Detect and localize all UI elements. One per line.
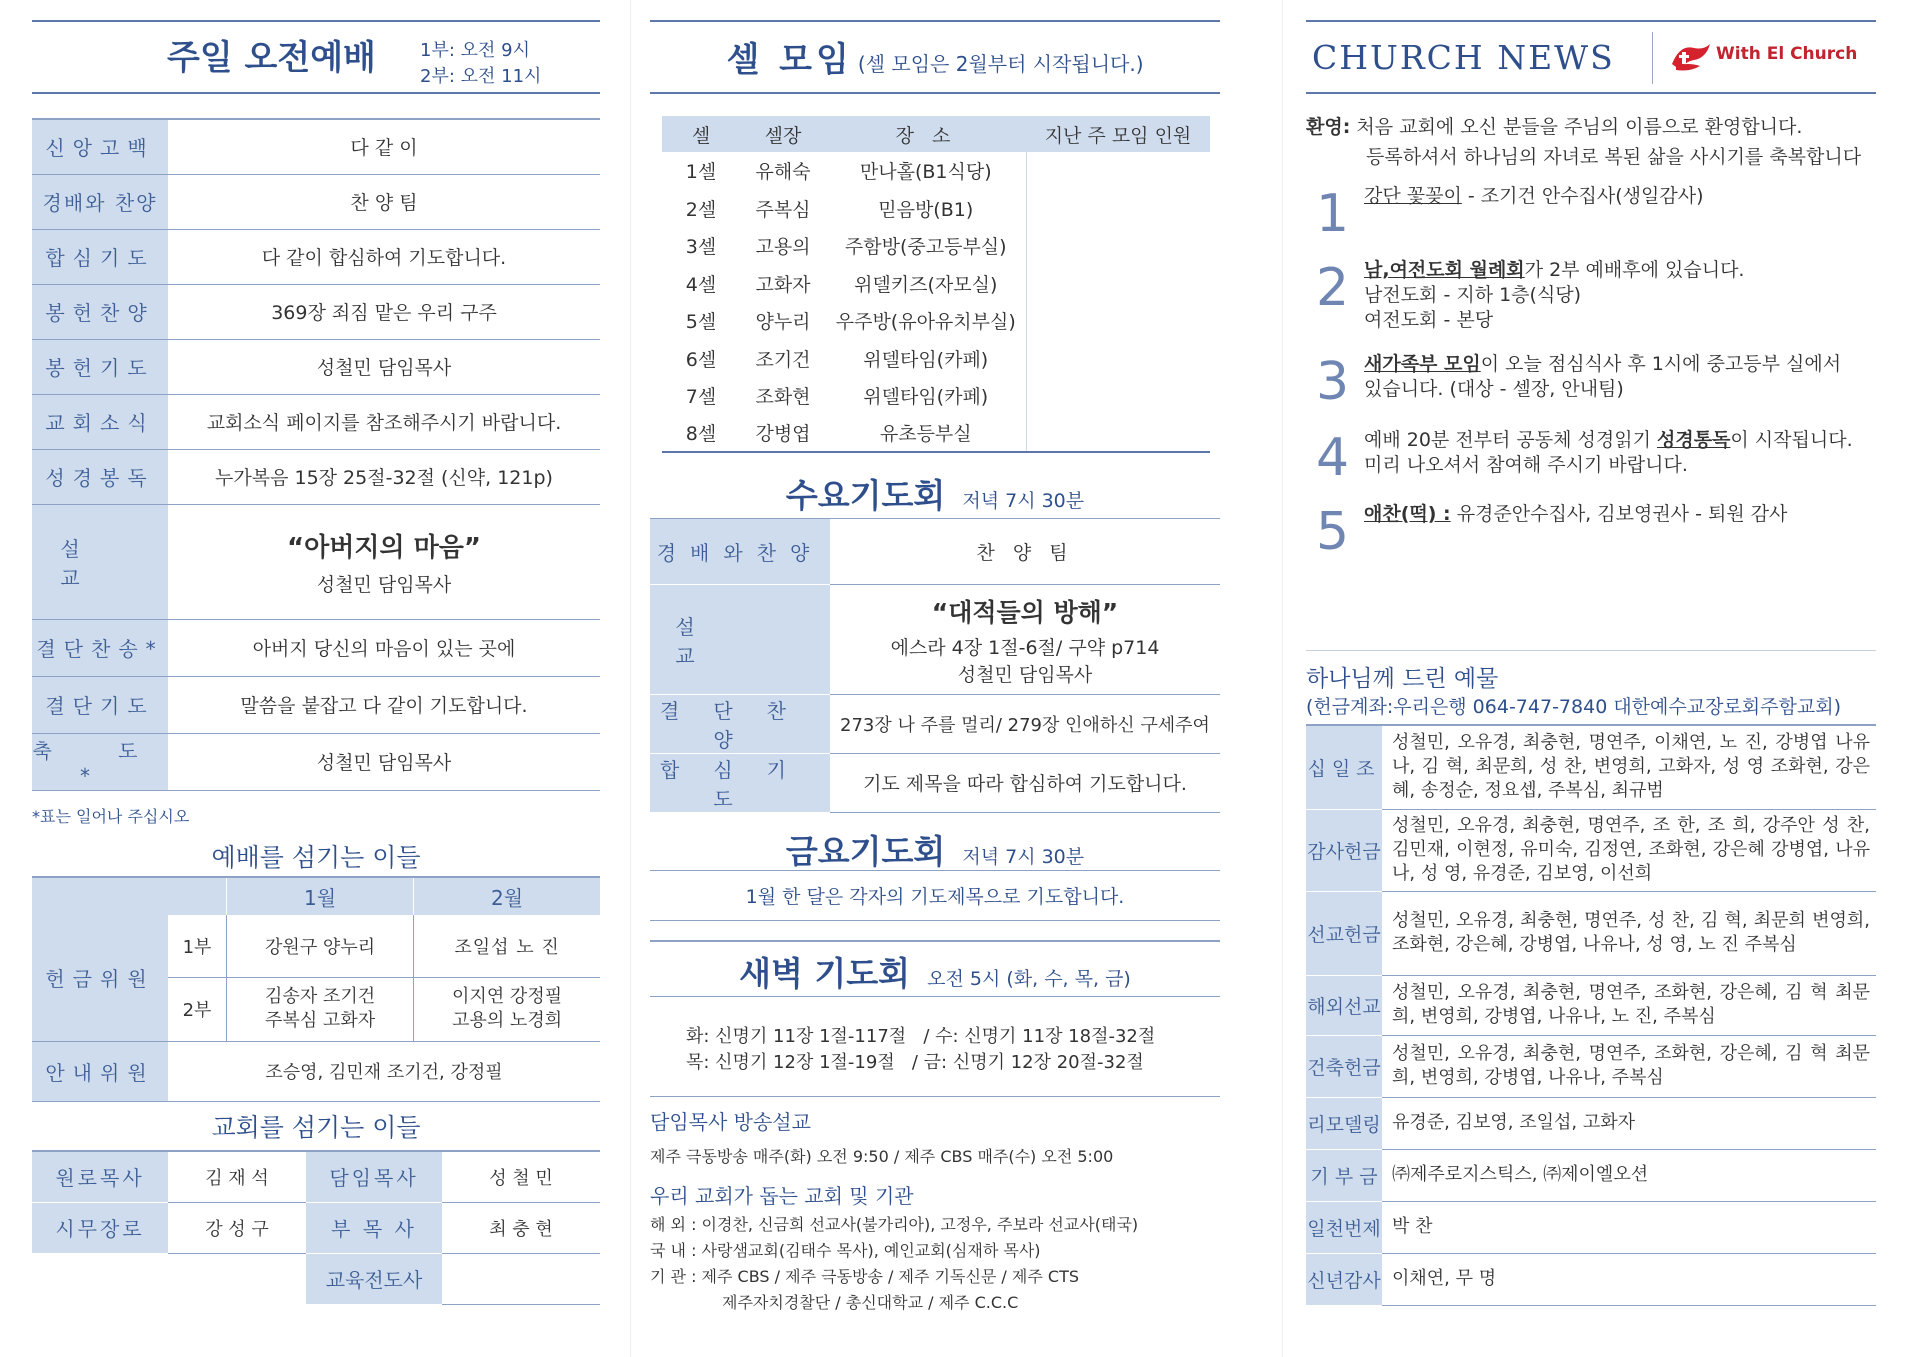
servers-table: [32, 876, 600, 1102]
wed-value: 기도 제목을 따라 합심하여 기도합니다.: [830, 754, 1220, 813]
staff-role: 부 목 사: [306, 1202, 442, 1253]
offering-label: 감사헌금: [1306, 809, 1382, 891]
cell-row: [662, 190, 1210, 228]
wed-sermon-preacher: 성철민 담임목사: [957, 663, 1093, 686]
month-header: 2월: [414, 877, 600, 915]
support-org-2: 제주자치경찰단 / 총신대학교 / 제주 C.C.C: [722, 1293, 1019, 1312]
broadcast-title: 담임목사 방송설교: [650, 1110, 811, 1134]
order-row: [32, 339, 600, 394]
wed-sermon-text: 에스라 4장 1절-6절/ 구약 p714: [890, 636, 1160, 659]
offerings-table: [1306, 724, 1876, 1306]
order-row: [32, 174, 600, 229]
news-text: 예배 20분 전부터 공동체 성경읽기: [1364, 429, 1657, 451]
cell-leader: 조기건: [755, 348, 811, 371]
cell-leader: 고화자: [755, 273, 811, 296]
staff-role: 시무장로: [32, 1202, 168, 1253]
cell-row: [662, 302, 1210, 340]
news-text: 미리 나오셔서 참여해 주시기 바랍니다.: [1364, 454, 1688, 476]
cell-number: 5셀: [685, 311, 717, 334]
order-row: [32, 394, 600, 449]
offering-label: 건축헌금: [1306, 1035, 1382, 1097]
offering-label: 일천번제: [1306, 1201, 1382, 1253]
sermon-row: [32, 504, 600, 619]
order-value: 찬 양 팀: [168, 174, 600, 229]
church-staff-title: 교회를 섬기는 이들: [211, 1113, 421, 1142]
wednesday-table: [650, 518, 1220, 813]
news-number: 4: [1316, 428, 1350, 488]
cell-row: [662, 340, 1210, 378]
server-names: 이지연 강정필: [452, 986, 563, 1007]
offering-row: [1306, 1201, 1876, 1253]
cell-leader: 유해숙: [755, 161, 811, 184]
news-highlight: 성경통독: [1656, 429, 1731, 451]
friday-title: 금요기도회: [785, 832, 946, 871]
wed-label: 합심기도: [650, 754, 830, 813]
broadcast-text: 제주 극동방송 매주(화) 오전 9:50 / 제주 CBS 매주(수) 오전 5:00: [650, 1147, 1114, 1166]
news-highlight: 새가족부 모임: [1364, 353, 1481, 375]
offerings-title: 하나님께 드린 예물: [1306, 666, 1499, 692]
order-row: [32, 449, 600, 504]
cell-leader: 양누리: [755, 311, 811, 334]
order-value: 다 같이 합심하여 기도합니다.: [168, 229, 600, 284]
dawn-line-2: 목: 신명기 12장 1절-19절 / 금: 신명기 12장 20절-32절: [686, 1052, 1144, 1073]
wednesday-title: 수요기도회: [785, 476, 946, 515]
staff-name: 성 철 민: [442, 1151, 600, 1202]
order-label: 결단기도: [32, 676, 168, 733]
support-title: 우리 교회가 돕는 교회 및 기관: [650, 1184, 914, 1208]
cells-header: 장 소: [895, 124, 957, 147]
order-label: 축 도*: [32, 733, 168, 790]
dawn-line-1: 화: 신명기 11장 1절-117절 / 수: 신명기 11장 18절-32절: [686, 1026, 1156, 1047]
cell-number: 7셀: [685, 386, 717, 409]
offering-row: [1306, 809, 1876, 891]
sunday-title: 주일 오전예배: [167, 38, 376, 78]
staff-name: 최 충 현: [442, 1202, 600, 1253]
order-label: 결단찬송*: [32, 619, 168, 676]
cell-place: 우주방(유아유치부실): [835, 311, 1016, 334]
order-value: 성철민 담임목사: [168, 733, 600, 790]
order-value: 성철민 담임목사: [168, 339, 600, 394]
part-label: 1부: [168, 915, 227, 977]
friday-text: 1월 한 달은 각자의 기도제목으로 기도합니다.: [745, 886, 1125, 908]
offering-label: 선교헌금: [1306, 891, 1382, 975]
cell-row: [662, 152, 1210, 190]
cells-header: 셀장: [764, 124, 802, 147]
staff-role: 담임목사: [306, 1151, 442, 1202]
staff-name: 김 재 석: [168, 1151, 306, 1202]
order-row: [32, 284, 600, 339]
cells-table: [662, 116, 1210, 453]
cell-place: 믿음방(B1): [878, 198, 974, 221]
cells-header: 셀: [691, 124, 711, 147]
server-names: 고용의 노경희: [452, 1010, 563, 1031]
offering-names: 유경준, 김보영, 조일섭, 고화자: [1382, 1097, 1876, 1149]
wed-value: 273장 나 주를 멀리/ 279장 인애하신 구세주여: [830, 695, 1220, 754]
server-names: 주복심 고화자: [265, 1010, 376, 1031]
staff-role: 교육전도사: [306, 1253, 442, 1304]
news-number: 3: [1316, 352, 1350, 412]
cell-number: 8셀: [685, 423, 717, 446]
order-value: 교회소식 페이지를 참조해주시기 바랍니다.: [168, 394, 600, 449]
cell-place: 만나홀(B1식당): [859, 161, 992, 184]
offering-names: 성철민, 오유경, 최충현, 명연주, 성 찬, 김 혁, 최문희 변영희, 조화현, 강은혜, 강병엽, 나유나, 성 영, 노 진 주복심: [1382, 891, 1876, 975]
right-column: [1306, 0, 1876, 1357]
offering-row: [1306, 1035, 1876, 1097]
cell-place: 유초등부실: [879, 423, 972, 446]
news-text: - 조기건 안수집사(생일감사): [1461, 185, 1704, 207]
offering-names: 성철민, 오유경, 최충현, 명연주, 이채연, 노 진, 강병엽 나유나, 김 혁, 최문희, 성 찬, 변영희, 고화자, 성 영 조화현, 강은혜, 송정순, 정요셉, 주복심, 최규범: [1382, 725, 1876, 809]
cell-number: 2셀: [685, 198, 717, 221]
friday-time: 저녁 7시 30분: [962, 846, 1085, 868]
part-label: 2부: [168, 977, 227, 1041]
offering-names: ㈜제주로지스틱스, ㈜제이엘오션: [1382, 1149, 1876, 1201]
cell-place: 위델타임(카페): [863, 386, 989, 409]
offering-names: 성철민, 오유경, 최충현, 명연주, 조 한, 조 희, 강주안 성 찬, 김민재, 이현정, 유미숙, 김정연, 조화현, 강은혜 강병엽, 나유나, 성 영, 유경준, 김보영, 이선희: [1382, 809, 1876, 891]
sunday-time-1: 1부: 오전 9시: [420, 40, 530, 61]
servers-title: 예배를 섬기는 이들: [211, 843, 421, 872]
offering-row: [1306, 1253, 1876, 1305]
offering-names: 성철민, 오유경, 최충현, 명연주, 조화현, 강은혜, 김 혁 최문희, 변영희, 강병엽, 나유나, 주복심: [1382, 1035, 1876, 1097]
news-text: 이 오늘 점심식사 후 1시에 중고등부 실에서: [1480, 353, 1842, 375]
order-value: 369장 죄짐 맡은 우리 구주: [168, 284, 600, 339]
offering-names: 이채연, 무 명: [1382, 1253, 1876, 1305]
order-label: 봉헌기도: [32, 339, 168, 394]
cell-row: [662, 415, 1210, 453]
middle-column: [650, 0, 1220, 1357]
order-row: [32, 733, 600, 790]
cell-place: 위델키즈(자모실): [854, 273, 998, 296]
server-names: 김송자 조기건: [265, 986, 376, 1007]
order-label: 합심기도: [32, 229, 168, 284]
news-number: 5: [1316, 502, 1350, 562]
support-org-1: 기 관 : 제주 CBS / 제주 극동방송 / 제주 기독신문 / 제주 CTS: [650, 1267, 1080, 1286]
news-highlight: 애찬(떡) :: [1364, 503, 1451, 525]
wednesday-time: 저녁 7시 30분: [962, 490, 1085, 512]
offerings-account: (헌금계좌:우리은행 064-747-7840 대한예수교장로회주함교회): [1306, 696, 1841, 718]
wed-label: 결단찬양: [650, 695, 830, 754]
month-header: 1월: [227, 877, 414, 915]
offering-label: 십일조: [1306, 725, 1382, 809]
support-domestic: 국 내 : 사랑샘교회(김태수 목사), 예인교회(심재하 목사): [650, 1241, 1041, 1260]
order-label: 경배와 찬양: [32, 174, 168, 229]
offering-committee-label: 헌금위원: [32, 915, 168, 1041]
dawn-time: 오전 5시 (화, 수, 목, 금): [927, 968, 1131, 990]
order-label: 성경봉독: [32, 449, 168, 504]
offering-label: 리모델링: [1306, 1097, 1382, 1149]
cell-row: [662, 377, 1210, 415]
church-logo: [1670, 38, 1870, 78]
news-text: 남전도회 - 지하 1층(식당): [1364, 284, 1582, 306]
offering-names: 성철민, 오유경, 최충현, 명연주, 조화현, 강은혜, 김 혁 최문희, 변영희, 강병엽, 나유나, 노 진, 주복심: [1382, 975, 1876, 1035]
news-text: 있습니다. (대상 - 셀장, 안내팀): [1364, 378, 1624, 400]
sermon-preacher: 성철민 담임목사: [316, 573, 452, 596]
guide-committee-label: 안내위원: [32, 1041, 168, 1101]
cell-number: 3셀: [685, 236, 717, 259]
order-label: 봉헌찬양: [32, 284, 168, 339]
cell-place: 위델타임(카페): [863, 348, 989, 371]
church-logo-icon: [1670, 40, 1714, 74]
cell-leader: 강병엽: [755, 423, 811, 446]
offering-names: 박 찬: [1382, 1201, 1876, 1253]
news-title: CHURCH NEWS: [1312, 38, 1615, 77]
offering-label: 신년감사: [1306, 1253, 1382, 1305]
support-overseas: 해 외 : 이경찬, 신금희 선교사(불가리아), 고정우, 주보라 선교사(태국): [650, 1215, 1139, 1234]
offering-row: [1306, 975, 1876, 1035]
welcome-line-1: 처음 교회에 오신 분들을 주님의 이름으로 환영합니다.: [1356, 116, 1803, 138]
order-value: 누가복음 15장 25절-32절 (신약, 121p): [168, 449, 600, 504]
column-divider: [630, 0, 631, 1357]
servers-corner: [32, 877, 168, 915]
news-number: 1: [1316, 184, 1350, 244]
cells-title: 셀 모임: [726, 40, 853, 80]
dawn-title: 새벽 기도회: [739, 954, 911, 993]
staff-role: 원로목사: [32, 1151, 168, 1202]
news-text: 여전도회 - 본당: [1364, 309, 1494, 331]
wed-sermon-title: “대적들의 방해”: [931, 597, 1119, 627]
footnote: *표는 일어나 주십시오: [32, 807, 190, 826]
offering-row: [1306, 1097, 1876, 1149]
order-row: [32, 119, 600, 174]
column-divider: [1282, 0, 1283, 1357]
sermon-label: 설 교: [32, 504, 168, 619]
welcome-label: 환영:: [1306, 116, 1351, 138]
offering-row: [1306, 725, 1876, 809]
cell-row: [662, 265, 1210, 303]
cell-place: 주함방(중고등부실): [844, 236, 1007, 259]
wed-label: 경배와찬양: [650, 519, 830, 585]
order-value: 아버지 당신의 마음이 있는 곳에: [168, 619, 600, 676]
cell-number: 1셀: [685, 161, 717, 184]
wed-label: 설 교: [650, 585, 830, 695]
logo-text: With El Church: [1716, 44, 1858, 64]
cell-number: 6셀: [685, 348, 717, 371]
sunday-order-table: [32, 118, 600, 791]
news-text: 가 2부 예배후에 있습니다.: [1524, 259, 1745, 281]
server-names: 조일섭 노 진: [414, 915, 600, 977]
sermon-title: “아버지의 마음”: [287, 532, 481, 563]
offering-label: 해외선교: [1306, 975, 1382, 1035]
server-names: 강원구 양누리: [227, 915, 414, 977]
cell-leader: 조화현: [755, 386, 811, 409]
news-number: 2: [1316, 258, 1350, 318]
order-value: 말씀을 붙잡고 다 같이 기도합니다.: [168, 676, 600, 733]
cell-number: 4셀: [685, 273, 717, 296]
news-highlight: 남,여전도회 월례회: [1364, 259, 1525, 281]
welcome-line-2: 등록하셔서 하나님의 자녀로 복된 삶을 사시기를 축복합니다: [1366, 146, 1862, 168]
cell-leader: 고용의: [755, 236, 811, 259]
news-highlight: 강단 꽃꽂이: [1364, 185, 1462, 207]
order-label: 신앙고백: [32, 119, 168, 174]
order-row: [32, 619, 600, 676]
order-label: 교회소식: [32, 394, 168, 449]
staff-name: 강 성 구: [168, 1202, 306, 1253]
order-value: 다 같 이: [168, 119, 600, 174]
cells-header: 지난 주 모임 인원: [1044, 124, 1192, 147]
offering-row: [1306, 1149, 1876, 1201]
offering-label: 기 부 금: [1306, 1149, 1382, 1201]
cell-leader: 주복심: [755, 198, 811, 221]
news-text: 이 시작됩니다.: [1730, 429, 1853, 451]
guide-names: 조승영, 김민재 조기건, 강정필: [168, 1041, 600, 1101]
church-staff-table: [32, 1150, 600, 1305]
news-text: 유경준안수집사, 김보영권사 - 퇴원 감사: [1450, 503, 1788, 525]
offering-row: [1306, 891, 1876, 975]
order-row: [32, 229, 600, 284]
sunday-time-2: 2부: 오전 11시: [420, 66, 542, 87]
cells-subtitle: (셀 모임은 2월부터 시작됩니다.): [857, 52, 1144, 76]
cell-row: [662, 227, 1210, 265]
left-column: [32, 0, 600, 1357]
wed-value: 찬 양 팀: [830, 519, 1220, 585]
order-row: [32, 676, 600, 733]
